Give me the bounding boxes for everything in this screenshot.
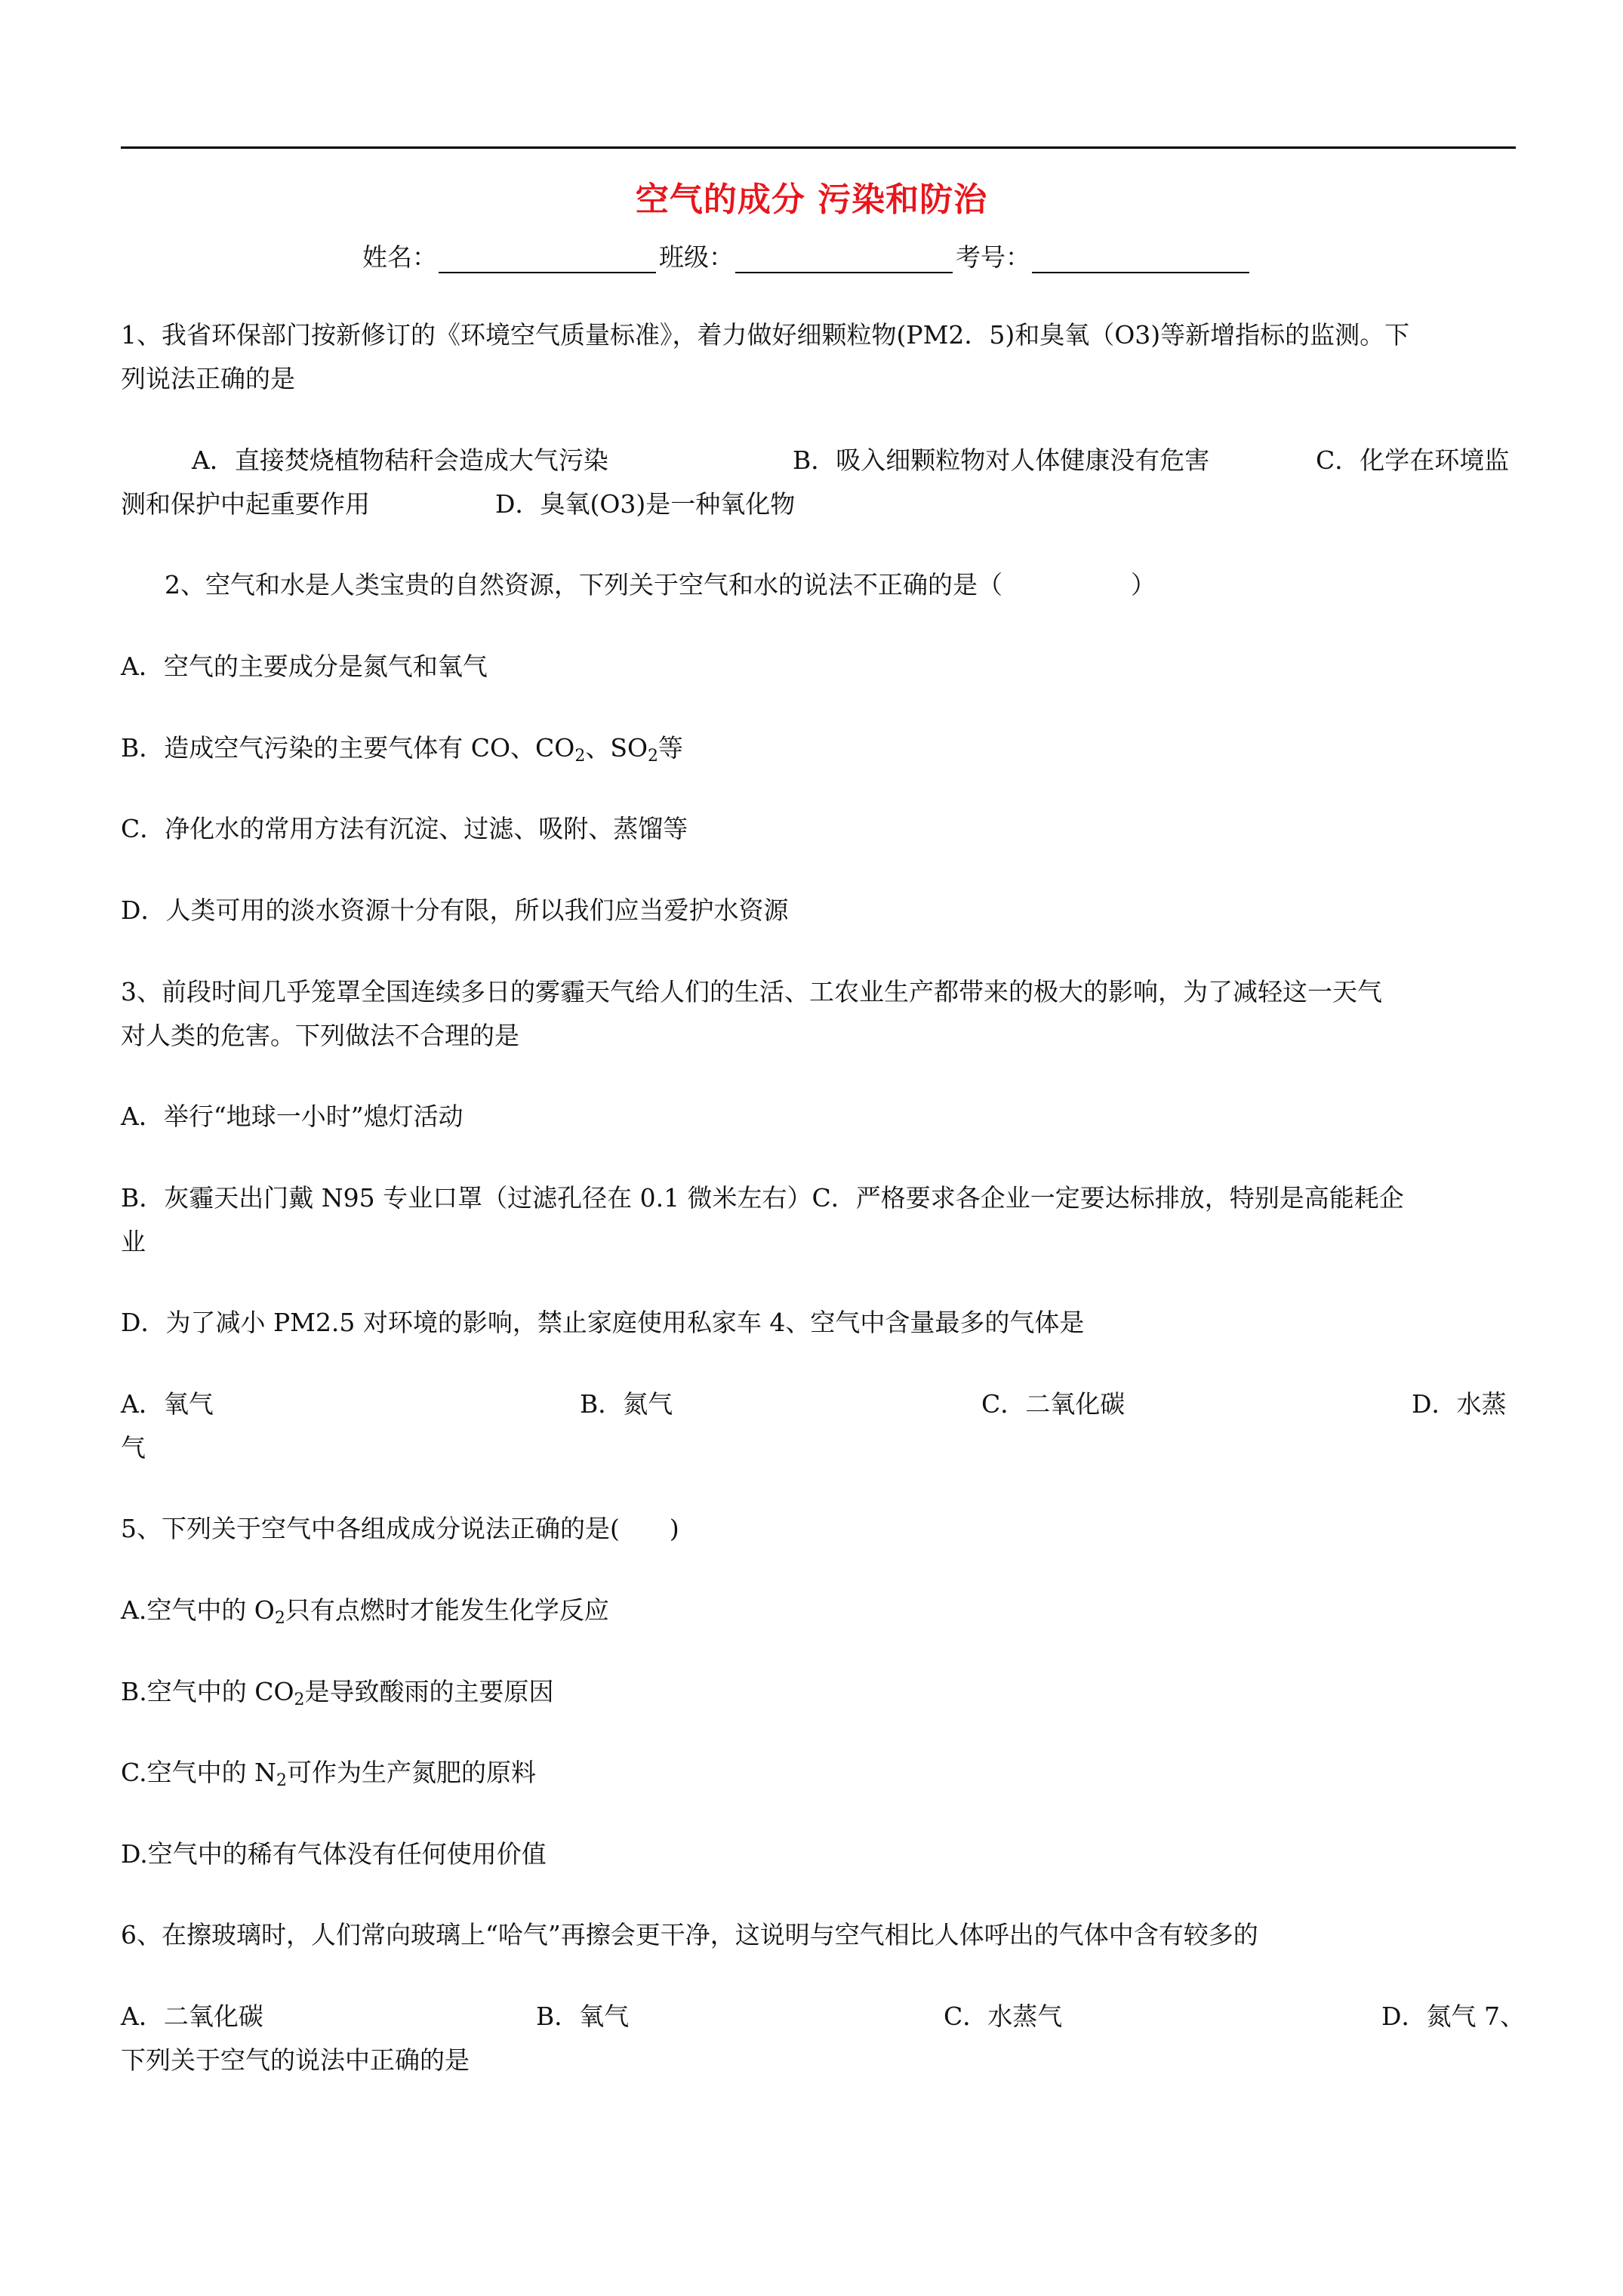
q2-stem-text: 2、空气和水是人类宝贵的自然资源，下列关于空气和水的说法不正确的是（ — [165, 570, 1002, 599]
q2-option-b-post: 等 — [658, 733, 684, 763]
exam-no-blank[interactable] — [1032, 242, 1249, 273]
subscript: 2 — [294, 1690, 305, 1709]
q6-option-b: B．氧气 — [536, 2002, 630, 2031]
class-blank[interactable] — [735, 242, 953, 273]
q4-option-a: A．氧气 — [121, 1389, 214, 1419]
q2-option-b-mid: 、SO — [585, 733, 648, 763]
q5-option-a-post: 只有点燃时才能发生化学反应 — [285, 1595, 609, 1625]
subscript: 2 — [574, 747, 586, 766]
q2-option-b-text: B．造成空气污染的主要气体有 CO、CO — [121, 733, 575, 763]
q1-option-d: D．臭氧(O3)是一种氧化物 — [495, 489, 796, 519]
q3-stem-line1: 3、前段时间几乎笼罩全国连续多日的雾霾天气给人们的生活、工农业生产都带来的极大的影响，为了减轻这一天气 — [121, 977, 1382, 1006]
q3-stem-line2: 对人类的危害。下列做法不合理的是 — [121, 1021, 519, 1050]
q7-stem: 下列关于空气的说法中正确的是 — [121, 2045, 470, 2075]
q4-option-d: D．水蒸 — [1412, 1389, 1507, 1419]
q3-option-a: A．举行“地球一小时”熄灯活动 — [121, 1102, 463, 1131]
header-rule — [121, 146, 1516, 149]
q3-option-bc-cont: 业 — [121, 1227, 146, 1256]
q5-option-b-post: 是导致酸雨的主要原因 — [304, 1677, 554, 1706]
document-title: 空气的成分 污染和防治 — [635, 180, 988, 219]
class-label: 班级： — [659, 242, 734, 272]
q1-option-c: C．化学在环境监 — [1316, 445, 1510, 475]
student-info-row — [362, 238, 1252, 273]
q6-option-c: C．水蒸气 — [944, 2002, 1063, 2031]
q5-option-a — [121, 1595, 609, 1626]
q5-option-b — [121, 1677, 554, 1707]
q1-option-c-cont: 测和保护中起重要作用 — [121, 489, 370, 519]
q5-option-c — [121, 1758, 536, 1788]
q1-option-b: B．吸入细颗粒物对人体健康没有危害 — [793, 445, 1210, 475]
exam-no-label: 考号： — [956, 242, 1030, 272]
q2-option-a: A．空气的主要成分是氮气和氧气 — [121, 652, 488, 681]
q2-option-b — [121, 733, 684, 766]
q5-option-c-text: C.空气中的 N — [121, 1758, 276, 1787]
q4-option-c: C．二氧化碳 — [981, 1389, 1126, 1419]
q1-option-a: A．直接焚烧植物秸秆会造成大气污染 — [192, 445, 608, 475]
q4-option-d-cont: 气 — [121, 1433, 146, 1462]
q5-option-b-text: B.空气中的 CO — [121, 1677, 294, 1706]
q1-stem-line2: 列说法正确的是 — [121, 364, 295, 393]
q1-stem-line1: 1、我省环保部门按新修订的《环境空气质量标准》，着力做好细颗粒物(PM2．5)和臭氧（O3)等新增指标的监测。下 — [121, 320, 1410, 350]
q6-option-a: A．二氧化碳 — [121, 2002, 263, 2031]
q5-option-d: D.空气中的稀有气体没有任何使用价值 — [121, 1839, 547, 1869]
q3-option-d-q4-stem: D．为了减小 PM2.5 对环境的影响，禁止家庭使用私家车 4、空气中含量最多的气体是 — [121, 1308, 1085, 1337]
q6-stem: 6、在擦玻璃时，人们常向玻璃上“哈气”再擦会更干净，这说明与空气相比人体呼出的气体中含有较多的 — [121, 1920, 1258, 1949]
q4-option-b: B．氮气 — [580, 1389, 673, 1419]
name-blank[interactable] — [439, 242, 656, 273]
q5-option-a-text: A.空气中的 O — [121, 1595, 275, 1625]
name-label: 姓名： — [362, 242, 437, 272]
subscript: 2 — [276, 1771, 287, 1790]
subscript: 2 — [274, 1609, 285, 1628]
subscript: 2 — [648, 747, 659, 766]
q5-stem: 5、下列关于空气中各组成成分说法正确的是( ) — [121, 1514, 679, 1543]
q2-option-c: C．净化水的常用方法有沉淀、过滤、吸附、蒸馏等 — [121, 814, 688, 843]
q2-stem-end: ） — [1131, 570, 1156, 599]
q6-option-d-q7: D．氮气 7、 — [1381, 2002, 1525, 2031]
q5-option-c-post: 可作为生产氮肥的原料 — [286, 1758, 536, 1787]
q2-option-d: D．人类可用的淡水资源十分有限，所以我们应当爱护水资源 — [121, 895, 789, 925]
q2-stem — [165, 570, 1156, 600]
q3-option-bc: B．灰霾天出门戴 N95 专业口罩（过滤孔径在 0.1 微米左右）C．严格要求各企业一定要达标排放，特别是高能耗企 — [121, 1183, 1404, 1213]
